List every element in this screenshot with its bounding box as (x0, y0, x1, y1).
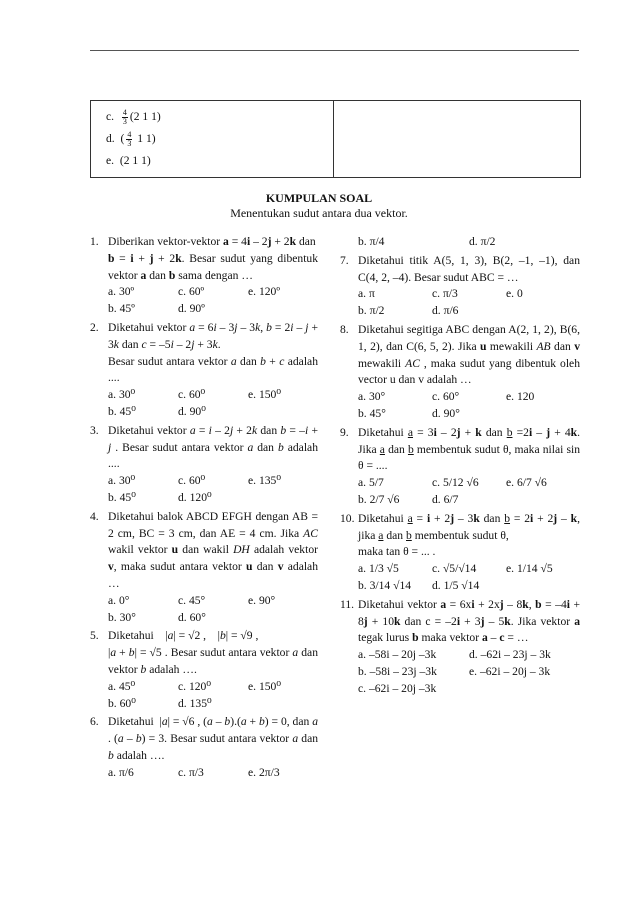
question-11: 11. Diketahui vektor a = 6xi + 2xj – 8k, b = –4i + 8j + 10k dan c = –2i + 3j – 5k. Jika vektor a tegak lurus b maka vektor a – c = … a. –58i – 20j –3k d. –62i – 23j – 3k b. –58i – 23j –3k e. –62i – 20j – 3k c. –62i – 20j –3k (340, 597, 580, 698)
question-4: 4. Diketahui balok ABCD EFGH dengan AB = 2 cm, BC = 3 cm, dan AE = 4 cm. Jika AC wakil vektor u dan wakil DH adalah vektor v, maka sudut antara vektor u dan v adalah … a. 0° c. 45° e. 90° b. 30° d. 60° (90, 509, 318, 627)
options: a. 1/3 √5 c. √5/√14 e. 1/14 √5 b. 3/14 √14 d. 1/5 √14 (358, 562, 553, 592)
page-title: KUMPULAN SOAL (265, 191, 373, 205)
box-divider (333, 101, 334, 177)
options: b. π/4 d. π/2 (358, 235, 496, 248)
options: a. 5/7 c. 5/12 √6 e. 6/7 √6 b. 2/7 √6 d. 6/7 (358, 476, 547, 506)
question-6-continued (340, 234, 580, 251)
options: a. 30⁰ c. 60⁰ e. 150⁰ b. 45⁰ d. 90⁰ (108, 388, 281, 418)
top-rule (90, 50, 579, 51)
previous-answer-box (90, 100, 581, 178)
fraction: $\frac{4}{3}$ (122, 108, 127, 126)
options: a. 45⁰ c. 120⁰ e. 150⁰ b. 60⁰ d. 135⁰ (108, 679, 281, 710)
question-3: 3. Diketahui vektor a = i – 2j + 2k dan b = –i + j . Besar sudut antara vektor a dan b adalah .... a. 30⁰ c. 60⁰ e. 135⁰ b. 45⁰ d. 120⁰ (90, 423, 318, 507)
question-10: 10. Diketahui a = i + 2j – 3k dan b = 2i + 2j – k, jika a dan b membentuk sudut θ, maka tan θ = ... . a. 1/3 √5 c. √5/√14 e. 1/14 √5 b. 3/14 √14 d. 1/5 √14 (340, 511, 580, 595)
options: a. π c. π/3 e. 0 b. π/2 d. π/6 (358, 287, 523, 318)
options: a. π/6 c. π/3 e. 2π/3 (108, 765, 280, 779)
fraction: $\frac{4}{3}$ (127, 130, 132, 148)
options: a. –58i – 20j –3k d. –62i – 23j – 3k b. –58i – 23j –3k e. –62i – 20j – 3k c. –62i – 20j –3k (358, 648, 551, 695)
question-9: 9. Diketahui a = 3i – 2j + k dan b =2i – j + 4k. Jika a dan b membentuk sudut θ, maka nilai sin θ = .... a. 5/7 c. 5/12 √6 e. 6/7 √6 b. 2/7 √6 d. 6/7 (340, 425, 580, 509)
question-2: 2. Diketahui vektor a = 6i – 3j – 3k, b = 2i – j + 3k dan c = –5i – 2j + 3k. Besar sudut antara vektor a dan b + c adalah .... a. 30⁰ c. 60⁰ e. 150⁰ b. 45⁰ d. 90⁰ (90, 320, 318, 421)
option-e: e. (2 1 1) (106, 154, 151, 167)
option-d: d. ( $\frac{4}{3}$ 1 1) (106, 130, 156, 148)
options: a. 30º c. 60º e. 120º b. 45º d. 90º (108, 285, 280, 316)
options: a. 0° c. 45° e. 90° b. 30° d. 60° (108, 593, 276, 624)
question-8: 8. Diketahui segitiga ABC dengan A(2, 1, 2), B(6, 1, 2), dan C(6, 5, 2). Jika u mewakili AB dan v mewakili AC , maka sudut yang dibentuk oleh vector u dan v adalah … a. 30° c. 60° e. 120 b. 45° d. 90° (340, 322, 580, 423)
question-6: 6. Diketahui |a| = √6 , (a – b).(a + b) = 0, dan a . (a – b) = 3. Besar sudut antara vektor a dan b adalah …. a. π/6 c. π/3 e. 2π/3 (90, 714, 318, 781)
question-1: 1. Diberikan vektor-vektor a = 4i – 2j + 2k dan b = i + j + 2k. Besar sudut yang dibentuk vektor a dan b sama dengan … a. 30º c. 60º e. 120º b. 45º d. 90º (90, 234, 318, 318)
page-subtitle: Menentukan sudut antara dua vektor. (230, 206, 408, 220)
option-c: c. $\frac{4}{3}$ (2 1 1) (106, 108, 161, 126)
options: a. 30⁰ c. 60⁰ e. 135⁰ b. 45⁰ d. 120⁰ (108, 474, 281, 504)
right-column (340, 234, 580, 700)
options: a. 30° c. 60° e. 120 b. 45° d. 90° (358, 390, 535, 420)
left-column (90, 234, 318, 784)
previous-options (106, 109, 326, 175)
question-7: 7. Diketahui titik A(5, 1, 3), B(2, –1, –1), dan C(4, 2, –4). Besar sudut ABC = … a. π c. π/3 e. 0 b. π/2 d. π/6 (340, 253, 580, 320)
question-5: 5. Diketahui |a| = √2 , |b| = √9 , |a + b| = √5 . Besar sudut antara vektor a dan vektor b adalah …. a. 45⁰ c. 120⁰ e. 150⁰ b. 60⁰ d. 135⁰ (90, 628, 318, 712)
